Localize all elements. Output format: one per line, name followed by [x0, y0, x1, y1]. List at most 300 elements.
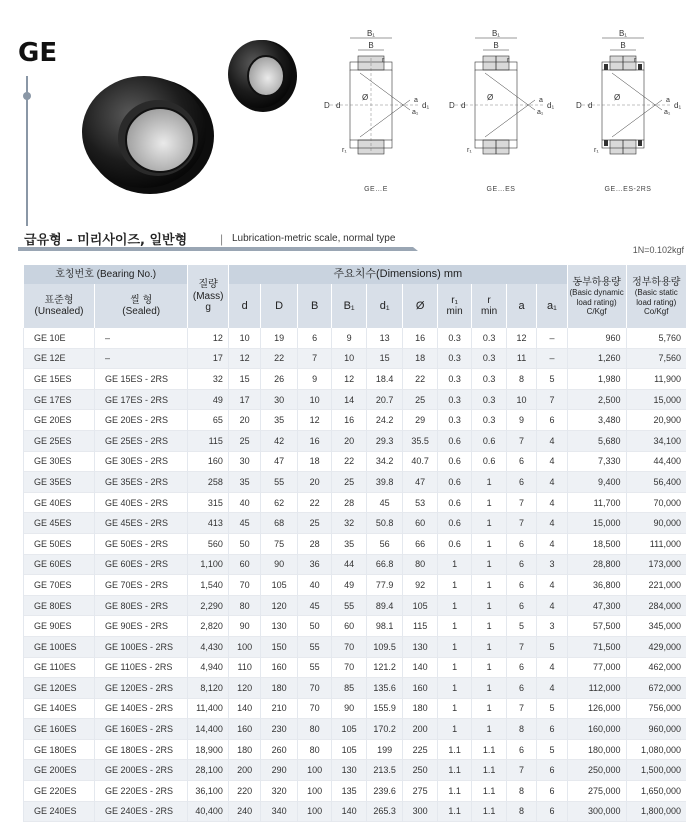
cell-D: 260 [261, 739, 298, 760]
cell-dynamic-load: 28,800 [567, 554, 626, 575]
cell-B1: 12 [332, 369, 366, 390]
cell-dynamic-load: 180,000 [567, 739, 626, 760]
cell-d1: 121.2 [366, 657, 403, 678]
cell-unsealed: GE 15ES [24, 369, 95, 390]
cell-unsealed: GE 180ES [24, 739, 95, 760]
cell-unsealed: GE 100ES [24, 636, 95, 657]
header-unsealed [24, 284, 95, 328]
cell-B1: 140 [332, 801, 366, 822]
table-row [24, 451, 687, 472]
side-rule-dot [23, 92, 31, 100]
cell-a1: 4 [537, 533, 567, 554]
cell-d: 35 [228, 472, 260, 493]
cell-phi: 29 [403, 410, 437, 431]
cell-static-load: 756,000 [626, 698, 686, 719]
header-mass [188, 265, 229, 328]
cell-d: 50 [228, 533, 260, 554]
bearing-small-photo [228, 40, 297, 112]
cell-a1: – [537, 348, 567, 369]
header-unsealed-ko: 표준형 [44, 294, 74, 306]
cell-B1: 70 [332, 657, 366, 678]
cell-B: 100 [297, 801, 331, 822]
cell-D: 150 [261, 636, 298, 657]
cell-a1: 5 [537, 369, 567, 390]
header-bearing-no: 호칭번호 (Bearing No.) [24, 265, 188, 284]
cell-B1: 49 [332, 575, 366, 596]
cell-a: 8 [506, 801, 536, 822]
cell-a1: 4 [537, 472, 567, 493]
cell-B1: 14 [332, 389, 366, 410]
cell-B1: 10 [332, 348, 366, 369]
cell-phi: 115 [403, 616, 437, 637]
dim-d-inner-label: d [461, 101, 466, 110]
cell-D: 340 [261, 801, 298, 822]
cell-phi: 16 [403, 328, 437, 348]
cell-B1: 32 [332, 513, 366, 534]
cell-unsealed: GE 10E [24, 328, 95, 348]
unit-note: 1N=0.102kgf [632, 245, 684, 255]
cell-d1: 29.3 [366, 430, 403, 451]
dim-a-label: a [666, 97, 670, 104]
header-dimensions: 주요치수(Dimensions) mm [228, 265, 567, 284]
cell-r1: 0.6 [437, 513, 471, 534]
cell-phi: 66 [403, 533, 437, 554]
header-r1-symbol: r₁ [451, 294, 458, 306]
cell-sealed: GE 160ES - 2RS [95, 719, 188, 740]
drawing-label: GE…ES [486, 186, 516, 193]
table-row [24, 636, 687, 657]
cell-r1: 0.6 [437, 533, 471, 554]
header-r1-min: min [446, 306, 463, 317]
cell-a1: – [537, 328, 567, 348]
cell-B: 50 [297, 616, 331, 637]
cell-D: 22 [261, 348, 298, 369]
cell-a1: 4 [537, 678, 567, 699]
drawing-label: GE…ES-2RS [604, 186, 652, 193]
dim-r1-label: r₁ [342, 147, 347, 154]
cell-B: 100 [297, 760, 331, 781]
table-row [24, 369, 687, 390]
dim-r-label: r [507, 57, 510, 64]
cell-sealed: GE 200ES - 2RS [95, 760, 188, 781]
cell-d: 120 [228, 678, 260, 699]
cell-mass: 4,940 [188, 657, 229, 678]
series-code: GE [18, 38, 58, 68]
header-dynamic-en1: (Basic dynamic [569, 288, 624, 298]
cell-phi: 200 [403, 719, 437, 740]
cell-phi: 80 [403, 554, 437, 575]
cell-r1: 0.3 [437, 389, 471, 410]
cell-B: 80 [297, 739, 331, 760]
cell-mass: 40,400 [188, 801, 229, 822]
cell-B: 70 [297, 698, 331, 719]
table-row [24, 760, 687, 781]
cell-sealed: GE 60ES - 2RS [95, 554, 188, 575]
dim-a1-label: a₁ [412, 109, 419, 116]
cell-phi: 53 [403, 492, 437, 513]
cell-a: 7 [506, 698, 536, 719]
cell-d: 140 [228, 698, 260, 719]
header-d: d [228, 284, 260, 328]
cell-D: 75 [261, 533, 298, 554]
cell-B: 36 [297, 554, 331, 575]
cell-a: 6 [506, 678, 536, 699]
drawing-ge-es [445, 28, 557, 193]
cell-r: 0.3 [472, 328, 506, 348]
dim-r-label: r [634, 57, 637, 64]
dim-d-outer-label: D [576, 101, 582, 110]
cell-r1: 1.1 [437, 739, 471, 760]
cell-r1: 0.3 [437, 348, 471, 369]
cell-B: 16 [297, 430, 331, 451]
cell-unsealed: GE 140ES [24, 698, 95, 719]
header-d1: d₁ [366, 284, 403, 328]
cell-a: 6 [506, 595, 536, 616]
cell-d: 90 [228, 616, 260, 637]
cell-mass: 413 [188, 513, 229, 534]
cell-D: 68 [261, 513, 298, 534]
cell-static-load: 284,000 [626, 595, 686, 616]
cell-r: 1 [472, 678, 506, 699]
header-mass-en: (Mass) [192, 290, 224, 302]
cell-B: 80 [297, 719, 331, 740]
cell-unsealed: GE 90ES [24, 616, 95, 637]
cell-D: 230 [261, 719, 298, 740]
cell-sealed: GE 50ES - 2RS [95, 533, 188, 554]
cell-d1: 98.1 [366, 616, 403, 637]
cell-a: 10 [506, 389, 536, 410]
cell-d1: 13 [366, 328, 403, 348]
cell-phi: 40.7 [403, 451, 437, 472]
cell-a: 8 [506, 781, 536, 802]
bearing-photos [78, 28, 318, 203]
cell-a: 6 [506, 472, 536, 493]
header-B: B [297, 284, 331, 328]
cell-r1: 1 [437, 698, 471, 719]
cell-mass: 14,400 [188, 719, 229, 740]
cell-r: 1 [472, 554, 506, 575]
cell-unsealed: GE 20ES [24, 410, 95, 431]
cell-dynamic-load: 36,800 [567, 575, 626, 596]
cell-B: 70 [297, 678, 331, 699]
cell-static-load: 11,900 [626, 369, 686, 390]
bearing-table [23, 265, 686, 822]
cell-a1: 7 [537, 389, 567, 410]
dim-b-label: B [493, 41, 499, 50]
table-row [24, 719, 687, 740]
table-row [24, 781, 687, 802]
cell-B1: 9 [332, 328, 366, 348]
cell-d1: 213.5 [366, 760, 403, 781]
cell-a1: 6 [537, 410, 567, 431]
cell-a: 8 [506, 369, 536, 390]
cell-a: 6 [506, 575, 536, 596]
cell-D: 210 [261, 698, 298, 719]
cell-mass: 18,900 [188, 739, 229, 760]
cell-d: 25 [228, 430, 260, 451]
cell-r1: 0.3 [437, 369, 471, 390]
cell-a: 7 [506, 430, 536, 451]
cell-static-load: 345,000 [626, 616, 686, 637]
cell-a1: 4 [537, 430, 567, 451]
cell-B: 10 [297, 389, 331, 410]
table-row [24, 492, 687, 513]
cell-d1: 109.5 [366, 636, 403, 657]
cell-dynamic-load: 47,300 [567, 595, 626, 616]
cell-d: 30 [228, 451, 260, 472]
dim-r-label: r [382, 57, 385, 64]
cell-D: 19 [261, 328, 298, 348]
cell-static-load: 90,000 [626, 513, 686, 534]
cell-mass: 560 [188, 533, 229, 554]
cell-a1: 6 [537, 781, 567, 802]
cell-d: 100 [228, 636, 260, 657]
cell-r1: 1 [437, 678, 471, 699]
table-row [24, 513, 687, 534]
cell-mass: 11,400 [188, 698, 229, 719]
cell-unsealed: GE 240ES [24, 801, 95, 822]
cell-D: 120 [261, 595, 298, 616]
cell-a: 7 [506, 513, 536, 534]
cell-r: 1 [472, 698, 506, 719]
cell-d1: 239.6 [366, 781, 403, 802]
cell-static-load: 111,000 [626, 533, 686, 554]
cell-sealed: GE 70ES - 2RS [95, 575, 188, 596]
dim-d-inner-label: d [336, 101, 341, 110]
table-row [24, 575, 687, 596]
cell-B1: 85 [332, 678, 366, 699]
cell-r: 1.1 [472, 739, 506, 760]
header-phi: Ø [403, 284, 437, 328]
cell-dynamic-load: 18,500 [567, 533, 626, 554]
cell-d1: 170.2 [366, 719, 403, 740]
cell-static-load: 15,000 [626, 389, 686, 410]
header-mass-ko: 질량 [198, 279, 218, 291]
cell-a1: 4 [537, 513, 567, 534]
cell-mass: 2,820 [188, 616, 229, 637]
cell-B: 28 [297, 533, 331, 554]
cell-B1: 20 [332, 430, 366, 451]
table-row [24, 616, 687, 637]
cell-static-load: 672,000 [626, 678, 686, 699]
cell-r1: 1.1 [437, 760, 471, 781]
cell-sealed: GE 110ES - 2RS [95, 657, 188, 678]
cell-dynamic-load: 275,000 [567, 781, 626, 802]
cell-r1: 0.3 [437, 410, 471, 431]
cell-B1: 105 [332, 719, 366, 740]
cell-d: 10 [228, 328, 260, 348]
cell-dynamic-load: 250,000 [567, 760, 626, 781]
table-row [24, 698, 687, 719]
cell-a1: 3 [537, 554, 567, 575]
cell-dynamic-load: 71,500 [567, 636, 626, 657]
cell-a: 6 [506, 657, 536, 678]
cell-B1: 22 [332, 451, 366, 472]
cell-unsealed: GE 12E [24, 348, 95, 369]
header-static-en2: load rating) [636, 297, 677, 307]
header-dynamic-unit: C/Kgf [586, 306, 607, 316]
cell-d1: 135.6 [366, 678, 403, 699]
header-B1: B₁ [332, 284, 366, 328]
cell-r1: 1 [437, 554, 471, 575]
cell-d: 160 [228, 719, 260, 740]
cell-B: 12 [297, 410, 331, 431]
cell-B1: 135 [332, 781, 366, 802]
cell-unsealed: GE 60ES [24, 554, 95, 575]
cell-r1: 0.3 [437, 328, 471, 348]
cell-r: 1 [472, 492, 506, 513]
header-a: a [506, 284, 536, 328]
cell-phi: 92 [403, 575, 437, 596]
cell-static-load: 5,760 [626, 328, 686, 348]
header-static-load [626, 265, 686, 328]
cell-a1: 6 [537, 719, 567, 740]
cell-a: 6 [506, 554, 536, 575]
cell-B1: 25 [332, 472, 366, 493]
cell-mass: 258 [188, 472, 229, 493]
dim-r1-label: r₁ [467, 147, 472, 154]
header-dynamic-en2: load rating) [576, 297, 617, 307]
cell-dynamic-load: 7,330 [567, 451, 626, 472]
cell-unsealed: GE 120ES [24, 678, 95, 699]
cell-phi: 300 [403, 801, 437, 822]
table-body [24, 328, 687, 822]
cell-sealed: – [95, 348, 188, 369]
cell-d: 220 [228, 781, 260, 802]
cell-dynamic-load: 1,980 [567, 369, 626, 390]
cell-d: 45 [228, 513, 260, 534]
drawing-label: GE…E [364, 186, 388, 193]
header-dynamic-load [567, 265, 626, 328]
cell-unsealed: GE 50ES [24, 533, 95, 554]
cell-B1: 28 [332, 492, 366, 513]
cell-unsealed: GE 17ES [24, 389, 95, 410]
dim-d-outer-label: D [449, 101, 455, 110]
header-dynamic-ko: 동부하용량 [572, 276, 621, 288]
cell-static-load: 20,900 [626, 410, 686, 431]
cell-a: 9 [506, 410, 536, 431]
cell-r1: 1 [437, 575, 471, 596]
cell-a1: 4 [537, 595, 567, 616]
cell-sealed: GE 30ES - 2RS [95, 451, 188, 472]
cell-a: 7 [506, 636, 536, 657]
cell-sealed: GE 40ES - 2RS [95, 492, 188, 513]
cell-B1: 90 [332, 698, 366, 719]
cell-r: 1 [472, 595, 506, 616]
cell-a1: 5 [537, 698, 567, 719]
cell-unsealed: GE 160ES [24, 719, 95, 740]
header-unsealed-en: (Unsealed) [34, 306, 84, 317]
cell-d1: 265.3 [366, 801, 403, 822]
cell-B: 45 [297, 595, 331, 616]
cell-mass: 160 [188, 451, 229, 472]
cell-sealed: – [95, 328, 188, 348]
cell-B: 18 [297, 451, 331, 472]
cell-d: 180 [228, 739, 260, 760]
cell-B: 100 [297, 781, 331, 802]
cell-r1: 0.6 [437, 492, 471, 513]
cell-r1: 1 [437, 719, 471, 740]
dim-a-label: a [414, 97, 418, 104]
cell-d: 200 [228, 760, 260, 781]
cell-r: 0.3 [472, 369, 506, 390]
cell-static-load: 960,000 [626, 719, 686, 740]
cell-dynamic-load: 112,000 [567, 678, 626, 699]
cell-d: 70 [228, 575, 260, 596]
table-row [24, 410, 687, 431]
cell-D: 90 [261, 554, 298, 575]
cell-d: 15 [228, 369, 260, 390]
header-sealed-ko: 씰 형 [130, 294, 153, 306]
dim-b1-label: B₁ [366, 29, 376, 38]
cell-D: 105 [261, 575, 298, 596]
cell-phi: 225 [403, 739, 437, 760]
dim-phi-label: Ø [487, 93, 494, 102]
cell-sealed: GE 15ES - 2RS [95, 369, 188, 390]
cell-r: 1 [472, 472, 506, 493]
cell-sealed: GE 90ES - 2RS [95, 616, 188, 637]
table-row [24, 739, 687, 760]
cell-phi: 25 [403, 389, 437, 410]
drawing-ge-es-2rs [572, 28, 684, 193]
cell-a: 6 [506, 739, 536, 760]
cell-a1: 6 [537, 760, 567, 781]
cell-dynamic-load: 3,480 [567, 410, 626, 431]
cell-static-load: 1,650,000 [626, 781, 686, 802]
table-row [24, 389, 687, 410]
cell-d: 20 [228, 410, 260, 431]
cell-r: 0.3 [472, 410, 506, 431]
dim-d1-label: d₁ [547, 101, 555, 110]
cell-r1: 1 [437, 595, 471, 616]
cell-static-load: 1,800,000 [626, 801, 686, 822]
cell-a1: 4 [537, 575, 567, 596]
cell-phi: 18 [403, 348, 437, 369]
cell-static-load: 221,000 [626, 575, 686, 596]
header-static-en1: (Basic static [634, 288, 678, 298]
cell-phi: 130 [403, 636, 437, 657]
cell-D: 55 [261, 472, 298, 493]
cell-d1: 20.7 [366, 389, 403, 410]
cell-r: 1.1 [472, 781, 506, 802]
cell-r: 1 [472, 533, 506, 554]
cell-r1: 0.6 [437, 430, 471, 451]
cell-B1: 44 [332, 554, 366, 575]
cell-B: 6 [297, 328, 331, 348]
cell-B: 55 [297, 657, 331, 678]
dim-b-label: B [368, 41, 374, 50]
cell-r: 1 [472, 719, 506, 740]
cell-a1: 3 [537, 616, 567, 637]
cell-sealed: GE 240ES - 2RS [95, 801, 188, 822]
section-title-en: Lubrication-metric scale, normal type [232, 233, 396, 244]
cell-a: 5 [506, 616, 536, 637]
bearing-large-photo [82, 76, 214, 194]
cell-phi: 140 [403, 657, 437, 678]
header-r-symbol: r [487, 294, 491, 306]
cell-r: 1 [472, 636, 506, 657]
table-row [24, 472, 687, 493]
cell-static-load: 70,000 [626, 492, 686, 513]
cell-d1: 89.4 [366, 595, 403, 616]
cell-a1: 4 [537, 492, 567, 513]
cell-sealed: GE 220ES - 2RS [95, 781, 188, 802]
cell-sealed: GE 120ES - 2RS [95, 678, 188, 699]
cell-mass: 4,430 [188, 636, 229, 657]
cell-mass: 32 [188, 369, 229, 390]
cell-phi: 275 [403, 781, 437, 802]
header-r [472, 284, 506, 328]
